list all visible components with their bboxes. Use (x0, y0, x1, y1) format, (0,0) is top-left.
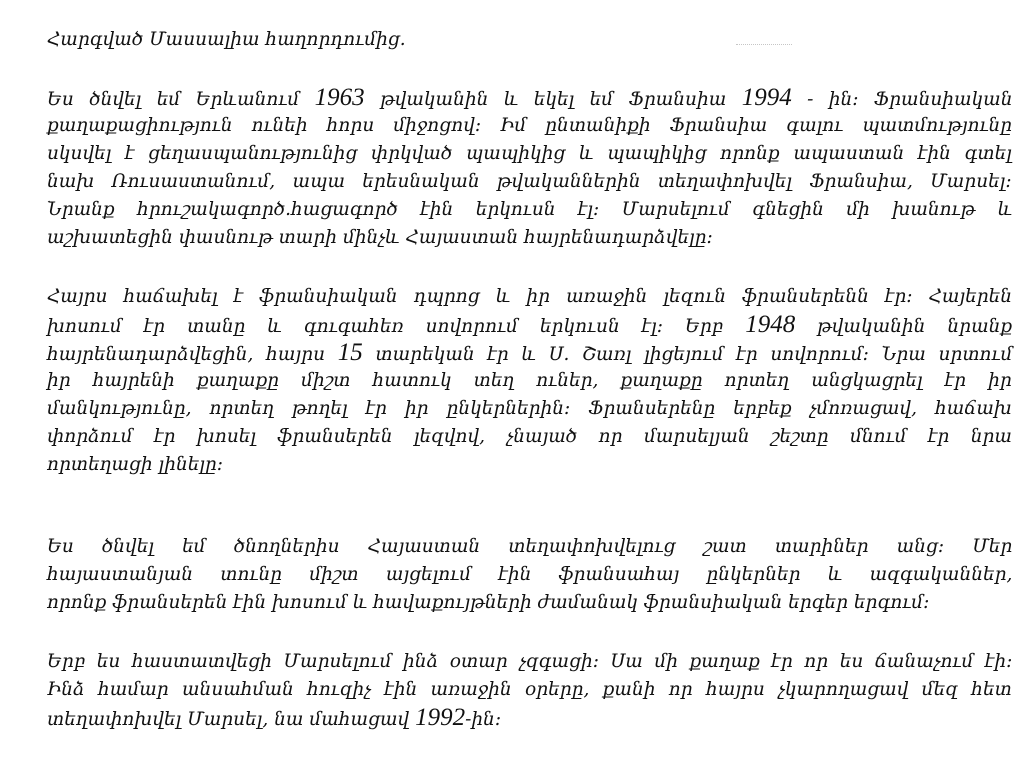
text-run: աշխատեցին փասնութ տարի մինչև Հայաստան հայրենադարձվելը: (47, 227, 713, 248)
text-run: տարեկան էր և Ս. Շառլ լիցեյում էր սովորում: Նրա սրտում (362, 344, 1013, 365)
text-run: նախ Ռուսաստանում, ապա երեսնական թվականներին տեղափոխվել Ֆրանսիա, Մարսել: (47, 171, 1012, 192)
text-line (47, 535, 1012, 559)
number-run: 1994 (741, 84, 792, 111)
text-run: որոնք ֆրանսերեն էին խոսում և հավաքույթների ժամանակ ֆրանսիական երգեր երգում: (47, 592, 930, 613)
number-run: 1948 (745, 311, 796, 338)
text-run: Ինձ համար անսահման հուզիչ էին առաջին օրերը, քանի որ հայրս չկարողացավ մեզ հետ (47, 679, 1012, 700)
text-run: Ես ծնվել եմ ծնողներիս Հայաստան տեղափոխվելուց շատ տարիներ անց: Մեր (47, 536, 1013, 557)
text-line (47, 706, 501, 732)
text-line (47, 425, 1012, 449)
text-run: մանկությունը, որտեղ թողել էր իր ընկերներին: Ֆրանսերենը երբեք չմոռացավ, հաճախ (47, 398, 1012, 419)
text-line (47, 285, 1012, 309)
text-line (47, 170, 1012, 194)
text-line (47, 563, 1012, 587)
text-line (47, 114, 1012, 138)
text-run: հայրենադարձվեցին, հայրս (47, 344, 338, 365)
text-run: -ին: (465, 709, 502, 730)
scan-speck (736, 44, 792, 46)
text-run: Ես ծնվել եմ Երևանում (47, 89, 315, 110)
text-line (47, 313, 1012, 339)
text-run: - ին: Ֆրանսիական (791, 89, 1013, 110)
number-run: 15 (337, 339, 363, 366)
text-run: իր հայրենի քաղաքը միշտ հատուկ տեղ ուներ, քաղաքը որտեղ անցկացրել էր իր (47, 370, 1012, 391)
text-run: խոսում էր տանը և գուգահեռ սովորում երկուսն էլ: Երբ (47, 316, 746, 337)
text-run: որտեղացի լինելը: (47, 454, 223, 475)
text-line (47, 198, 1012, 222)
letter-greeting: Հարգված Մասսալիա հաղորդումից. (47, 29, 406, 50)
text-run: տեղափոխվել Մարսել, նա մահացավ (47, 709, 416, 730)
text-line (47, 591, 929, 615)
text-run: թվականին նրանք (795, 316, 1013, 337)
text-run: սկսվել է ցեղասպանությունից փրկված պապիկից և պապիկից որոնք ապաստան էին գտել (47, 143, 1012, 164)
number-run: 1963 (314, 84, 365, 111)
text-line (47, 650, 1012, 674)
number-run: 1992 (415, 704, 466, 731)
text-run: թվականին և եկել եմ Ֆրանսիա (364, 89, 742, 110)
text-line (47, 86, 1012, 112)
text-line (47, 142, 1012, 166)
text-run: քաղաքացիություն ունեի հորս միջոցով: Իմ ընտանիքի Ֆրանսիա գալու պատմությունը (47, 115, 1013, 136)
text-run: փորձում էր խոսել ֆրանսերեն լեզվով, չնայած որ մարսելյան շեշտը մնում էր նրա (47, 426, 1012, 447)
text-run: Երբ ես հաստատվեցի Մարսելում ինձ օտար չզգացի: Սա մի քաղաք էր որ ես ճանաչում էի: (47, 651, 1013, 672)
text-line (47, 397, 1012, 421)
text-run: հայաստանյան տունը միշտ այցելում էին ֆրանսահայ ընկերներ և ազգականներ, (47, 564, 1013, 585)
text-run: Հայրս հաճախել է ֆրանսիական դպրոց և իր առաջին լեզուն ֆրանսերենն էր: Հայերեն (47, 286, 1013, 307)
text-line (47, 341, 1012, 367)
text-line (47, 453, 223, 477)
text-line (47, 678, 1012, 702)
text-line (47, 226, 713, 250)
text-line (47, 369, 1012, 393)
text-run: Նրանք հրուշակագործ.հացագործ էին երկուսն էլ: Մարսելում գնեցին մի խանութ և (47, 199, 1013, 220)
